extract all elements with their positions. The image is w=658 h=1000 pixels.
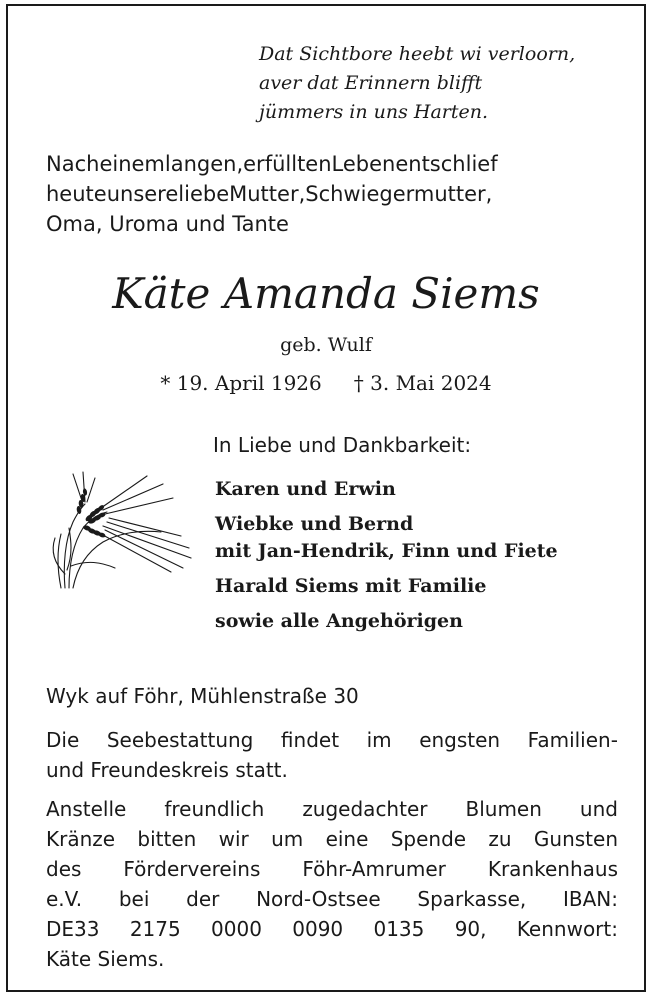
word: wir bbox=[218, 827, 249, 851]
donation-line bbox=[46, 824, 618, 854]
burial-line bbox=[46, 725, 618, 755]
word: Spende bbox=[390, 827, 467, 851]
word: Schwiegermutter, bbox=[305, 182, 493, 206]
word: langen, bbox=[164, 152, 244, 176]
intro-line: Oma, Uroma und Tante bbox=[46, 212, 289, 236]
word: 0135 bbox=[373, 917, 425, 941]
word: Föhr-Amrumer bbox=[302, 857, 446, 881]
life-dates bbox=[8, 369, 644, 397]
birth-date: * 19. April 1926 bbox=[160, 371, 322, 395]
word: findet bbox=[280, 728, 340, 752]
motto-line: aver dat Erinnern blifft bbox=[259, 72, 483, 94]
thanks-heading: In Liebe und Dankbarkeit: bbox=[213, 433, 472, 457]
word: e.V. bbox=[46, 887, 83, 911]
death-date: † 3. Mai 2024 bbox=[353, 371, 492, 395]
motto-line: Dat Sichtbore heebt wi verloorn, bbox=[259, 43, 576, 65]
mourner-entry: Karen und Erwin bbox=[215, 478, 396, 500]
word: Die bbox=[46, 728, 80, 752]
intro-line bbox=[46, 179, 618, 209]
word: Familien- bbox=[527, 728, 618, 752]
word: der bbox=[186, 887, 220, 911]
word: Gunsten bbox=[533, 827, 618, 851]
word: Mutter, bbox=[229, 182, 306, 206]
donation-notice bbox=[46, 794, 618, 974]
word: des bbox=[46, 857, 82, 881]
address: Wyk auf Föhr, Mühlenstraße 30 bbox=[46, 684, 359, 708]
word: und bbox=[579, 797, 618, 821]
word: zu bbox=[488, 827, 512, 851]
donation-line bbox=[46, 884, 618, 914]
word: 0000 bbox=[211, 917, 262, 941]
mourner-entry: Harald Siems mit Familie bbox=[215, 575, 487, 597]
word: Anstelle bbox=[46, 797, 127, 821]
intro-text bbox=[46, 149, 618, 239]
word: Kränze bbox=[46, 827, 116, 851]
word: Blumen bbox=[465, 797, 542, 821]
word: eine bbox=[325, 827, 369, 851]
word: IBAN: bbox=[562, 887, 618, 911]
word: Nach bbox=[46, 152, 100, 176]
word: 0090 bbox=[292, 917, 344, 941]
donation-line bbox=[46, 914, 618, 944]
word: um bbox=[271, 827, 304, 851]
motto bbox=[259, 40, 639, 127]
mourner-entry: mit Jan-Hendrik, Finn und Fiete bbox=[215, 540, 558, 562]
word: freundlich bbox=[164, 797, 265, 821]
word: 90, bbox=[454, 917, 487, 941]
word: erfüllten bbox=[243, 152, 332, 176]
word: 2175 bbox=[129, 917, 181, 941]
birth-name: geb. Wulf bbox=[280, 334, 372, 356]
word: Krankenhaus bbox=[487, 857, 618, 881]
mourner-entry: sowie alle Angehörigen bbox=[215, 610, 463, 632]
word: bei bbox=[118, 887, 150, 911]
intro-line bbox=[46, 149, 618, 179]
word: engsten bbox=[419, 728, 501, 752]
word: DE33 bbox=[46, 917, 100, 941]
burial-notice bbox=[46, 725, 618, 785]
mourner-entry: Wiebke und Bernd bbox=[215, 513, 414, 535]
word: Kennwort: bbox=[516, 917, 618, 941]
word: zugedachter bbox=[302, 797, 428, 821]
word: unsere bbox=[106, 182, 179, 206]
word: Sparkasse, bbox=[417, 887, 527, 911]
word: heute bbox=[46, 182, 107, 206]
donation-line: Käte Siems. bbox=[46, 947, 165, 971]
word: liebe bbox=[178, 182, 230, 206]
word: Nord-Ostsee bbox=[256, 887, 381, 911]
word: Seebestattung bbox=[106, 728, 254, 752]
donation-line bbox=[46, 794, 618, 824]
word: einem bbox=[99, 152, 165, 176]
word: Fördervereins bbox=[123, 857, 261, 881]
word: im bbox=[366, 728, 392, 752]
motto-line: jümmers in uns Harten. bbox=[259, 101, 489, 123]
obituary-frame bbox=[6, 4, 646, 992]
burial-line: und Freundeskreis statt. bbox=[46, 758, 288, 782]
word: Leben bbox=[331, 152, 396, 176]
wheat-icon bbox=[43, 470, 193, 590]
deceased-name: Käte Amanda Siems bbox=[112, 269, 540, 318]
donation-line bbox=[46, 854, 618, 884]
word: entschlief bbox=[395, 152, 498, 176]
word: bitten bbox=[137, 827, 197, 851]
mourners-list bbox=[215, 476, 558, 635]
